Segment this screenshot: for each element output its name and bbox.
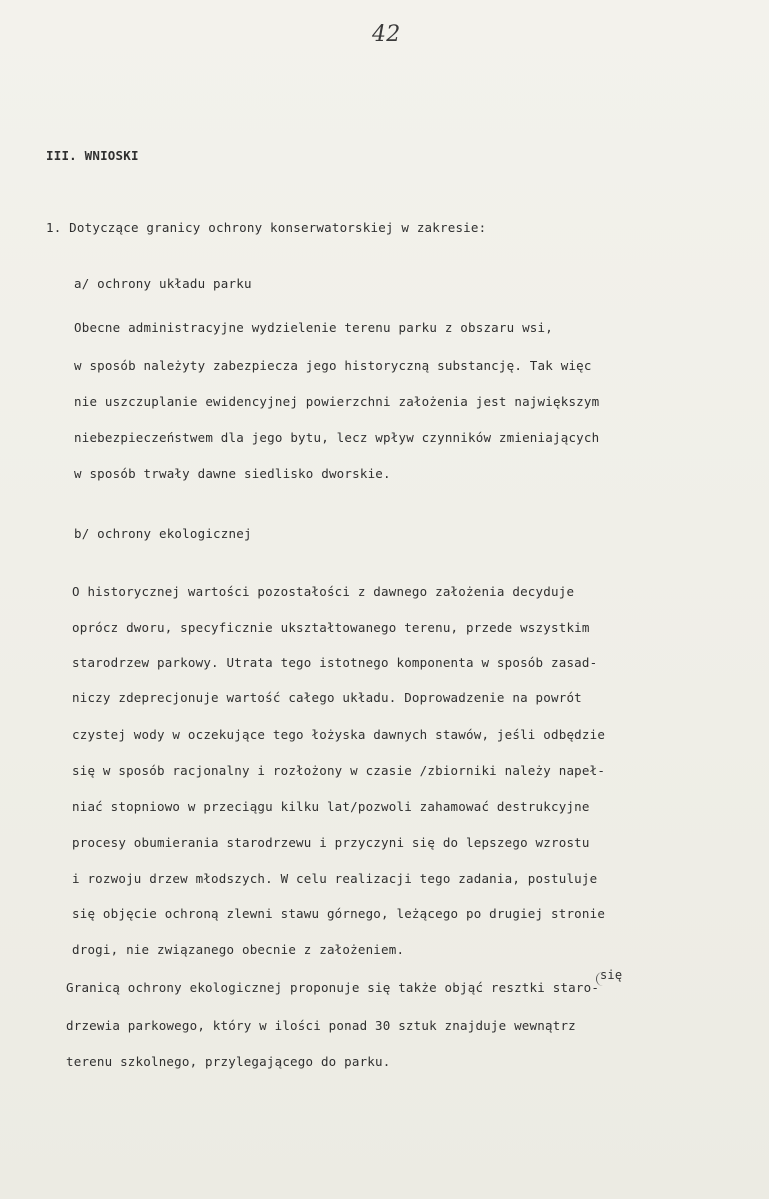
paragraph-line: i rozwoju drzew młodszych. W celu realizacji tego zadania, postuluje (72, 871, 598, 886)
subsection-b-title: b/ ochrony ekologicznej (74, 526, 252, 541)
paragraph-line: O historycznej wartości pozostałości z dawnego założenia decyduje (72, 584, 575, 599)
paragraph-line: terenu szkolnego, przylegającego do parku. (66, 1054, 391, 1069)
paragraph-line: oprócz dworu, specyficznie ukształtowanego terenu, przede wszystkim (72, 620, 590, 635)
paragraph-line: Granicą ochrony ekologicznej proponuje się także objąć resztki staro- (66, 980, 600, 995)
section-title: 1. Dotyczące granicy ochrony konserwatorskiej w zakresie: (46, 220, 487, 235)
paragraph-line: niczy zdeprecjonuje wartość całego układu. Doprowadzenie na powrót (72, 690, 582, 705)
paragraph-line: w sposób należyty zabezpiecza jego historyczną substancję. Tak więc (74, 358, 592, 373)
paragraph-line: niebezpieczeństwem dla jego bytu, lecz wpływ czynników zmieniających (74, 430, 600, 445)
paragraph-line: drogi, nie związanego obecnie z założeniem. (72, 942, 405, 957)
paragraph-line: Obecne administracyjne wydzielenie terenu parku z obszaru wsi, (74, 320, 553, 335)
section-heading: III. WNIOSKI (46, 148, 139, 163)
paragraph-line: w sposób trwały dawne siedlisko dworskie. (74, 466, 391, 481)
page-number: 42 (372, 22, 401, 47)
handwritten-insert: się (600, 968, 623, 982)
paragraph-line: drzewia parkowego, który w ilości ponad 30 sztuk znajduje wewnątrz (66, 1018, 576, 1033)
paragraph-line: niać stopniowo w przeciągu kilku lat/pozwoli zahamować destrukcyjne (72, 799, 590, 814)
paragraph-line: się w sposób racjonalny i rozłożony w czasie /zbiorniki należy napeł- (72, 763, 606, 778)
subsection-a-title: a/ ochrony układu parku (74, 276, 252, 291)
paragraph-line: starodrzew parkowy. Utrata tego istotnego komponenta w sposób zasad- (72, 655, 598, 670)
paragraph-line: czystej wody w oczekujące tego łożyska dawnych stawów, jeśli odbędzie (72, 727, 606, 742)
paragraph-line: procesy obumierania starodrzewu i przyczyni się do lepszego wzrostu (72, 835, 590, 850)
paragraph-line: się objęcie ochroną zlewni stawu górnego, leżącego po drugiej stronie (72, 906, 606, 921)
paragraph-line: nie uszczuplanie ewidencyjnej powierzchni założenia jest największym (74, 394, 600, 409)
